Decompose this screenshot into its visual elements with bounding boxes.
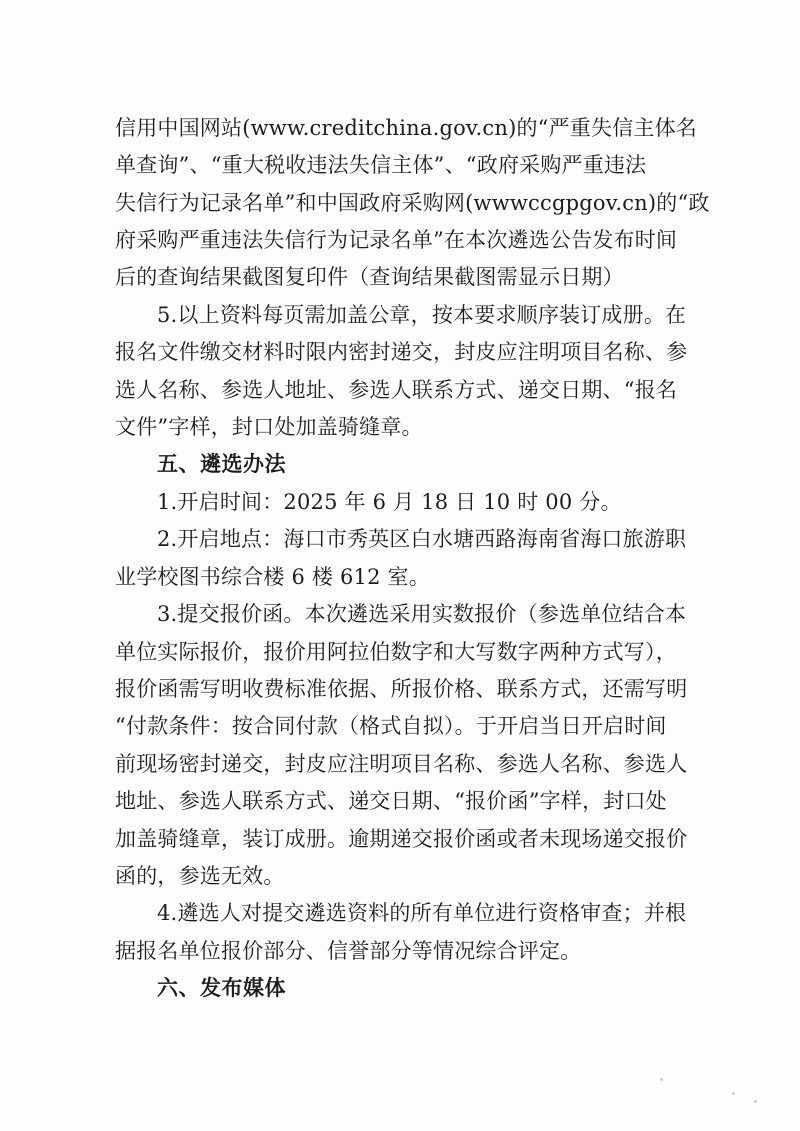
scan-speck xyxy=(732,1092,735,1095)
paragraph-line: 3.提交报价函。本次遴选采用实数报价（参选单位结合本 xyxy=(157,602,687,626)
paragraph-line: “付款条件：按合同付款（格式自拟）。于开启当日开启时间 xyxy=(115,714,667,738)
paragraph-line: 单位实际报价，报价用阿拉伯数字和大写数字两种方式写）， xyxy=(115,640,677,664)
paragraph-line: 前现场密封递交，封皮应注明项目名称、参选人名称、参选人 xyxy=(115,752,688,776)
paragraph-line: 5.以上资料每页需加盖公章，按本要求顺序装订成册。在 xyxy=(157,303,687,327)
section-heading: 六、发布媒体 xyxy=(157,976,286,1000)
paragraph-line: 业学校图书综合楼 6 楼 612 室。 xyxy=(115,565,430,589)
paragraph-line: 文件”字样，封口处加盖骑缝章。 xyxy=(115,415,423,439)
paragraph-line: 报价函需写明收费标准依据、所报价格、联系方式，还需写明 xyxy=(115,677,688,701)
paragraph-line: 4.遴选人对提交遴选资料的所有单位进行资格审查；并根 xyxy=(157,901,687,925)
paragraph-line: 1.开启时间：2025 年 6 月 18 日 10 时 00 分。 xyxy=(157,490,622,514)
paragraph-line: 失信行为记录名单”和中国政府采购网(wwwccgpgov.cn)的“政 xyxy=(115,191,710,215)
paragraph-line: 信用中国网站(www.creditchina.gov.cn)的“严重失信主体名 xyxy=(115,116,697,140)
section-heading: 五、遴选办法 xyxy=(157,452,286,476)
paragraph-line: 函的，参选无效。 xyxy=(115,864,285,888)
paragraph-line: 加盖骑缝章，装订成册。逾期递交报价函或者未现场递交报价 xyxy=(115,827,688,851)
paragraph-line: 选人名称、参选人地址、参选人联系方式、递交日期、“报名 xyxy=(115,378,678,402)
paragraph-line: 地址、参选人联系方式、递交日期、“报价函”字样，封口处 xyxy=(115,789,667,813)
paragraph-line: 单查询”、“重大税收违法失信主体”、“政府采购严重违法 xyxy=(115,153,647,177)
paragraph-line: 据报名单位报价部分、信誉部分等情况综合评定。 xyxy=(115,939,582,963)
scan-speck xyxy=(660,1078,663,1081)
paragraph-line: 后的查询结果截图复印件（查询结果截图需显示日期） xyxy=(115,265,624,289)
paragraph-line: 2.开启地点：海口市秀英区白水塘西路海南省海口旅游职 xyxy=(157,527,687,551)
scan-speck xyxy=(754,1100,757,1103)
paragraph-line: 府采购严重违法失信行为记录名单”在本次遴选公告发布时间 xyxy=(115,228,678,252)
paragraph-line: 报名文件缴交材料时限内密封递交，封皮应注明项目名称、参 xyxy=(115,340,688,364)
